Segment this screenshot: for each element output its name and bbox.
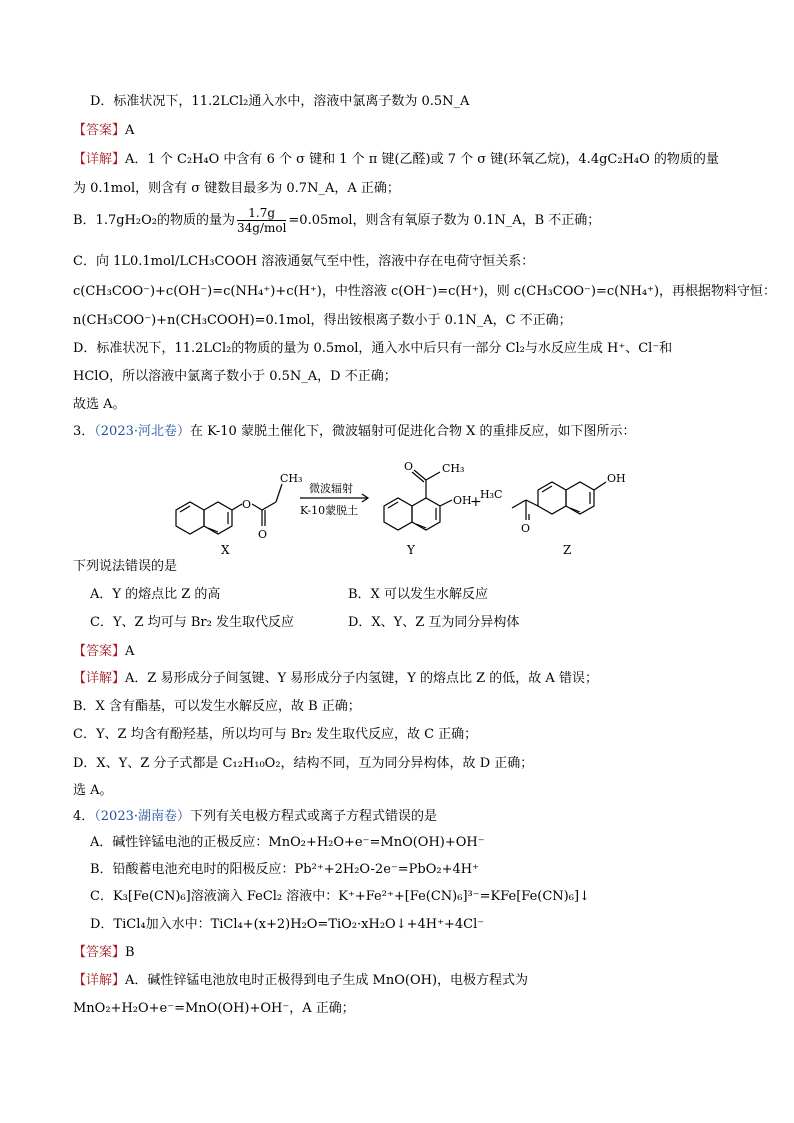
x-carbonyl-o: O xyxy=(258,528,268,541)
question-number: 3． xyxy=(73,424,95,439)
q4-stem xyxy=(73,808,437,826)
z-carbonyl-o: O xyxy=(521,522,531,535)
y-methyl: CH₃ xyxy=(442,462,465,475)
q3-detail-d: D．X、Y、Z 分子式都是 C₁₂H₁₀O₂，结构不同，互为同分异构体，故 D 正确； xyxy=(73,756,534,771)
q2-detail-d2: HClO，所以溶液中氯离子数小于 0.5N_A，D 不正确； xyxy=(73,369,397,384)
q3-option-b: B．X 可以发生水解反应 xyxy=(348,587,488,602)
answer-value: A xyxy=(125,644,135,659)
q3-option-d: D．X、Y、Z 互为同分异构体 xyxy=(348,615,520,630)
z-hydroxyl: OH xyxy=(607,472,626,485)
detail-tag: 【详解】 xyxy=(73,671,126,686)
q3-detail-b: B．X 含有酯基，可以发生水解反应，故 B 正确； xyxy=(73,699,361,714)
question-source: （2023·湖南卷） xyxy=(94,809,190,824)
q3-conclusion: 选 A。 xyxy=(73,783,113,798)
q3-answer xyxy=(73,643,134,661)
detail-b-pre: B．1.7gH₂O₂的物质的量为 xyxy=(73,213,235,228)
question-number: 4． xyxy=(73,809,95,824)
q3-option-a: A．Y 的熔点比 Z 的高 xyxy=(90,587,221,602)
q2-detail-a1 xyxy=(73,151,719,169)
detail-text: A．碱性锌锰电池放电时正极得到电子生成 MnO(OH)，电极方程式为 xyxy=(125,973,529,988)
q2-detail-a2: 为 0.1mol，则含有 σ 键数目最多为 0.7N_A，A 正确； xyxy=(73,181,400,196)
answer-tag: 【答案】 xyxy=(73,123,126,138)
q2-detail-b xyxy=(73,204,600,238)
detail-text: A．1 个 C₂H₄O 中含有 6 个 σ 键和 1 个 π 键(乙醛)或 7 个 σ 键(环氧乙烷)，4.4gC₂H₄O 的物质的量 xyxy=(125,152,719,167)
detail-tag: 【详解】 xyxy=(73,973,126,988)
y-ring-left xyxy=(384,498,412,530)
q4-detail-a1 xyxy=(73,972,528,990)
y-carbonyl-o: O xyxy=(404,460,414,473)
q4-option-a: A．碱性锌锰电池的正极反应：MnO₂+H₂O+e⁻=MnO(OH)+OH⁻ xyxy=(90,835,485,850)
fraction-denominator: 34g/mol xyxy=(236,221,287,235)
reaction-scheme xyxy=(0,448,794,558)
label-z: Z xyxy=(563,543,572,557)
q4-answer xyxy=(73,944,135,962)
q3-detail-a xyxy=(73,670,598,688)
answer-tag: 【答案】 xyxy=(73,945,126,960)
x-ester-o: O xyxy=(242,498,252,511)
q4-option-d: D．TiCl₄加入水中：TiCl₄+(x+2)H₂O=TiO₂·xH₂O↓+4H⁺+4Cl⁻ xyxy=(90,917,485,932)
answer-tag: 【答案】 xyxy=(73,644,126,659)
q2-detail-c3: n(CH₃COO⁻)+n(CH₃COOH)=0.1mol，得出铵根离子数小于 0.1N_A，C 不正确； xyxy=(73,313,572,328)
question-stem: 在 K-10 蒙脱土催化下，微波辐射可促进化合物 X 的重排反应，如下图所示： xyxy=(190,424,636,439)
q2-answer xyxy=(73,122,134,140)
answer-value: A xyxy=(125,123,135,138)
q2-detail-d1: D．标准状况下，11.2LCl₂的物质的量为 0.5mol，通入水中后只有一部分 Cl₂与水反应生成 H⁺、Cl⁻和 xyxy=(73,341,673,356)
q4-option-c: C．K₃[Fe(CN)₆]溶液滴入 FeCl₂ 溶液中：K⁺+Fe²⁺+[Fe(CN)₆]³⁻=KFe[Fe(CN)₆]↓ xyxy=(90,889,590,904)
q2-option-d: D．标准状况下，11.2LCl₂通入水中，溶液中氯离子数为 0.5N_A xyxy=(90,94,470,109)
q2-detail-c2: c(CH₃COO⁻)+c(OH⁻)=c(NH₄⁺)+c(H⁺)，中性溶液 c(OH⁻)=c(H⁺)，则 c(CH₃COO⁻)=c(NH₄⁺)，再根据物料守恒： xyxy=(73,284,777,299)
fraction-numerator: 1.7g xyxy=(237,206,286,221)
y-hydroxyl: OH xyxy=(453,494,472,507)
question-source: （2023·河北卷） xyxy=(94,424,190,439)
q2-conclusion: 故选 A。 xyxy=(73,397,126,412)
detail-tag: 【详解】 xyxy=(73,152,126,167)
detail-b-post: =0.05mol，则含有氧原子数为 0.1N_A，B 不正确； xyxy=(288,213,601,228)
arrow-bottom-label: K-10蒙脱土 xyxy=(300,504,359,517)
q4-detail-a2: MnO₂+H₂O+e⁻=MnO(OH)+OH⁻，A 正确； xyxy=(73,1001,355,1016)
fraction xyxy=(237,206,286,235)
x-o-bond xyxy=(232,504,242,510)
arrow-top-label: 微波辐射 xyxy=(309,482,353,495)
q3-question: 下列说法错误的是 xyxy=(73,559,178,574)
detail-text: A．Z 易形成分子间氢键、Y 易形成分子内氢键，Y 的熔点比 Z 的低，故 A 错误； xyxy=(125,671,598,686)
label-x: X xyxy=(221,543,230,557)
x-ring-left xyxy=(176,502,204,534)
q4-option-b: B．铅酸蓄电池充电时的阳极反应：Pb²⁺+2H₂O-2e⁻=PbO₂+4H⁺ xyxy=(90,862,479,877)
answer-value: B xyxy=(125,945,135,960)
q3-option-c: C．Y、Z 均可与 Br₂ 发生取代反应 xyxy=(90,615,294,630)
x-methyl: CH₃ xyxy=(280,472,303,485)
q3-stem xyxy=(73,423,636,441)
label-y: Y xyxy=(407,543,415,557)
plus-sign: + xyxy=(470,494,482,510)
q2-detail-c1: C．向 1L0.1mol/LCH₃COOH 溶液通氨气至中性，溶液中存在电荷守恒关系： xyxy=(73,254,535,269)
question-stem: 下列有关电极方程式或离子方程式错误的是 xyxy=(190,809,438,824)
q3-detail-c: C．Y、Z 均含有酚羟基，所以均可与 Br₂ 发生取代反应，故 C 正确； xyxy=(73,727,478,742)
z-ring-left xyxy=(538,482,566,514)
z-methyl: H₃C xyxy=(480,488,503,501)
